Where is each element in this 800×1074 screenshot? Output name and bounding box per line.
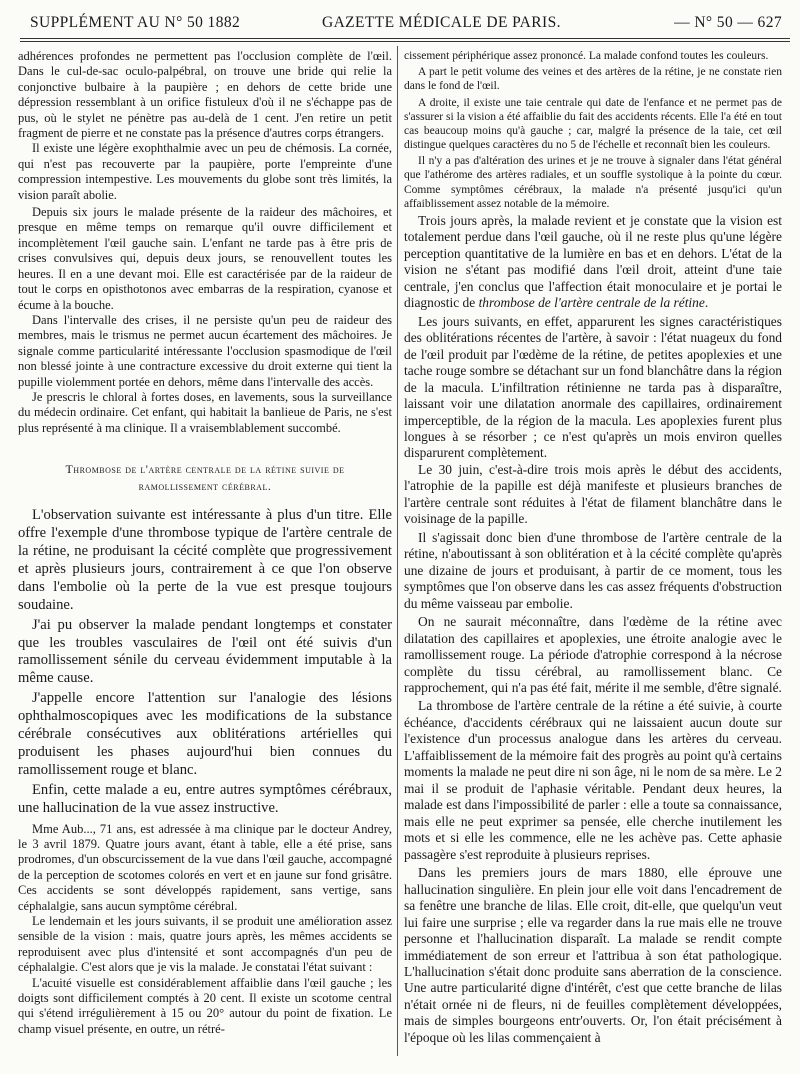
paragraph: Je prescris le chloral à fortes doses, en lavements, sous la surveillance du médecin ordinaire. Cet enfant, qui habitait la banlieue de Paris, ne s'est plus représenté à ma clinique. Il a vraisemblablement succombé. [18, 389, 392, 435]
paragraph: J'appelle encore l'attention sur l'analogie des lésions ophthalmoscopiques avec les modifications de la substance cérébrale consécutives aux oblitérations artérielles qui produisent les phases aujourd'hui bien connues du ramollissement rouge et blanc. [18, 690, 392, 778]
paragraph: Le 30 juin, c'est-à-dire trois mois après le début des accidents, l'atrophie de la papille est déjà manifeste et plusieurs branches de l'artère centrale sont réduites à l'état de filament blanchâtre dans le voisinage de la papille. [404, 461, 782, 527]
paragraph: Les jours suivants, en effet, apparurent les signes caractéristiques des oblitérations récentes de l'artère, à savoir : l'état nuageux du fond de l'œil produit par l'œdème de la rétine, de petites apoplexies et une tache rouge sombre se détachant sur un fond blanchâtre dans la région de la macula. L'infiltration rétinienne ne tarda pas à disparaître, laissant voir une dilatation anormale des capillaires, ordinairement imperceptible, de la région de la macula. Les apoplexies furent plus longues à se résorber ; ce n'est qu'après un mois environ quelles disparurent complètement. [404, 313, 782, 461]
case-observation-continued [404, 49, 782, 211]
section-heading-line2: ramollissement cérébral. [138, 479, 272, 494]
column-divider [397, 46, 398, 1056]
header-rule-thin [20, 41, 790, 42]
paragraph: La thrombose de l'artère centrale de la rétine a été suivie, à courte échéance, d'accidents cérébraux qui ne laissaient aucun doute sur l'existence d'un processus analogue dans les artères du cerveau. L'affaiblissement de la mémoire fait des progrès au point qu'à certains moments la malade ne peut dire ni son âge, ni le nom de sa mère. Le 2 mai il se produit de l'aphasie véritable. Pendant deux heures, la malade est dans l'impossibilité de parler : elle a toute sa connaissance, mais elle ne peut exprimer sa pensée, elle cherche inutilement les mots et si elle les commence, elle ne les achève pas. Cette aphasie passagère s'est reproduite à plusieurs reprises. [404, 698, 782, 862]
journal-title: GAZETTE MÉDICALE DE PARIS. [322, 14, 561, 31]
paragraph: Il existe une légère exophthalmie avec un peu de chémosis. La cornée, qui n'est pas recouverte par la paupière, porte l'empreinte d'une compression intempestive. Les mouvements du globe sont très limités, la vision paraît abolie. [18, 141, 392, 202]
intro-text [18, 507, 392, 817]
paragraph: A part le petit volume des veines et des artères de la rétine, je ne constate rien dans le fond de l'œil. [404, 66, 782, 93]
section-heading [18, 461, 392, 495]
diagnosis-italic: thrombose de l'artère centrale de la rétine [478, 295, 705, 311]
paragraph-text: Trois jours après, la malade revient et je constate que la vision est totalement perdue dans l'œil gauche, où il ne reste plus qu'une légère perception quantitative de la lumière en bas et en dehors. L'état de la vision ne s'étant pas modifié dans l'œil droit, atteint d'une taie centrale, j'en conclus que l'affection était monoculaire et je portai le diagnostic de [404, 212, 782, 311]
supplement-label: SUPPLÉMENT AU N° 50 1882 [30, 14, 241, 31]
paragraph: J'ai pu observer la malade pendant longtemps et constater que les troubles vasculaires de l'œil ont été suivis d'un ramollissement sénile du cerveau évidemment imputable à la même cause. [18, 616, 392, 687]
paragraph: L'observation suivante est intéressante à plus d'un titre. Elle offre l'exemple d'une thrombose typique de l'artère centrale de la rétine, ne produisant la cécité complète que progressivement et après plusieurs jours, contrairement à ce que l'on observe dans l'embolie où la perte de la vue est presque toujours soudaine. [18, 507, 392, 613]
section-heading-line1: Thrombose de l'artère centrale de la rétine suivie de [65, 462, 345, 477]
paragraph: Le lendemain et les jours suivants, il se produit une amélioration assez sensible de la vision : mais, quatre jours après, les mêmes accidents se reproduisent avec plus d'intensité et sont accompagnés d'un peu de céphalalgie. C'est alors que je vis la malade. Je constatai l'état suivant : [18, 914, 392, 975]
paragraph: Depuis six jours le malade présente de la raideur des mâchoires, et presque en même temps on remarque qu'il ouvre difficilement et incomplètement l'œil gauche sain. L'enfant ne tarde pas à être pris de crises convulsives qui, depuis deux jours, se renouvellent toutes les heures. Il en a une devant moi. Elle est caractérisée par de la raideur de tout le corps en opisthotonos avec embarras de la respiration, cyanose et écume à la bouche. [18, 205, 392, 312]
paragraph-end: . [704, 295, 709, 311]
paragraph: Dans l'intervalle des crises, il ne persiste qu'un peu de raideur des membres, mais le trismus ne permet aucun écartement des mâchoires. Je signale comme particularité intéressante l'occlusion spasmodique de l'œil non blessé jointe à une contracture excessive du droit externe qui tient la pupille violemment portée en dehors, même dans l'intervalle des accès. [18, 312, 392, 389]
header-rule [20, 38, 790, 39]
page-number: — N° 50 — 627 [674, 14, 782, 31]
commentary [404, 213, 782, 1046]
paragraph: cissement périphérique assez prononcé. La malade confond toutes les couleurs. [404, 50, 769, 62]
paragraph: Il s'agissait donc bien d'une thrombose de l'artère centrale de la rétine, n'aboutissant à son oblitération et à la cécité complète qu'après une dizaine de jours et produisant, à partir de ce moment, tous les symptômes que l'on observe dans les cas assez fréquents d'obstruction du même vaisseau par embolie. [404, 529, 782, 611]
case-observation [18, 822, 392, 1038]
paragraph: A droite, il existe une taie centrale qui date de l'enfance et ne permet pas de s'assurer si la vision a été affaiblie du fait des accidents récents. Elle l'a été en tout cas beaucoup moins qu'à gauche ; car, malgré la présence de la taie, cet œil distingue quelques caractères du no 5 de l'échelle et reconnaît bien les couleurs. [404, 96, 782, 152]
left-column [18, 49, 392, 1037]
paragraph: Enfin, cette malade a eu, entre autres symptômes cérébraux, une hallucination de la vue assez instructive. [18, 781, 392, 816]
paragraph: Mme Aub..., 71 ans, est adressée à ma clinique par le docteur Andrey, le 3 avril 1879. Quatre jours avant, étant à table, elle a été prise, sans prodromes, d'un obscurcissement de la vue dans l'œil gauche, accompagné de la perception de scotomes colorés en vert et en jaune sur fond grisâtre. Ces accidents se sont développés rapidement, sans vertige, sans céphalalgie, sans aucun symptôme cérébral. [18, 821, 392, 913]
paragraph: adhérences profondes ne permettent pas l'occlusion complète de l'œil. Dans le cul-de-sac oculo-palpébral, on trouve une bride qui relie la conjonctive bulbaire à la paupière ; en dehors de cette bride une dépression ressemblant à un orifice fistuleux d'où il ne s'échappe pas de pus, où le stylet ne pénètre pas au-delà de 1 cent. J'en retire un petit fragment de pierre et ne constate pas la présence d'autres corps étrangers. [18, 49, 392, 141]
paragraph: Dans les premiers jours de mars 1880, elle éprouve une hallucination singulière. En plein jour elle voit dans l'encadrement de sa fenêtre une branche de lilas. Elle croit, dit-elle, que quelqu'un veut lui faire une surprise ; elle va regarder dans la rue mais elle ne trouve personne et l'hallucination disparaît. La malade se rendit compte immédiatement de son erreur et l'attribua à son état pathologique. L'hallucination s'était donc produite sans aberration de la conscience. Une autre particularité digne d'intérêt, c'est que cette branche de lilas n'était ornée ni de fleurs, ni de feuilles complètement développées, mais de simples bourgeons entr'ouverts. Or, l'on était précisément à l'époque où les lilas commençaient à [404, 865, 782, 1045]
right-column [404, 49, 782, 1046]
page-header [30, 14, 782, 36]
paragraph: L'acuité visuelle est considérablement affaiblie dans l'œil gauche ; les doigts sont difficilement comptés à 20 cent. Il existe un scotome central qui s'étend irrégulièrement à 15 ou 20° autour du point de fixation. Le champ visuel présente, en outre, un rétré- [18, 975, 392, 1036]
paragraph [404, 213, 782, 312]
paragraph: On ne saurait méconnaître, dans l'œdème de la rétine avec dilatation des capillaires et apoplexies, une étroite analogie avec le ramollissement rouge. La période d'atrophie correspond à la nécrose complète du tissu cérébral, au ramollissement blanc. Ce rapprochement, qui n'a pas été fait, mérite il me semble, d'être signalé. [404, 614, 782, 696]
case-report-continued [18, 49, 392, 436]
paragraph: Il n'y a pas d'altération des urines et je ne trouve à signaler dans l'état général que l'athérome des artères radiales, et un souffle systolique à la pointe du cœur. Comme symptômes cérébraux, la malade n'a présenté jusqu'ici qu'un affaiblissement assez notable de la mémoire. [404, 155, 782, 210]
